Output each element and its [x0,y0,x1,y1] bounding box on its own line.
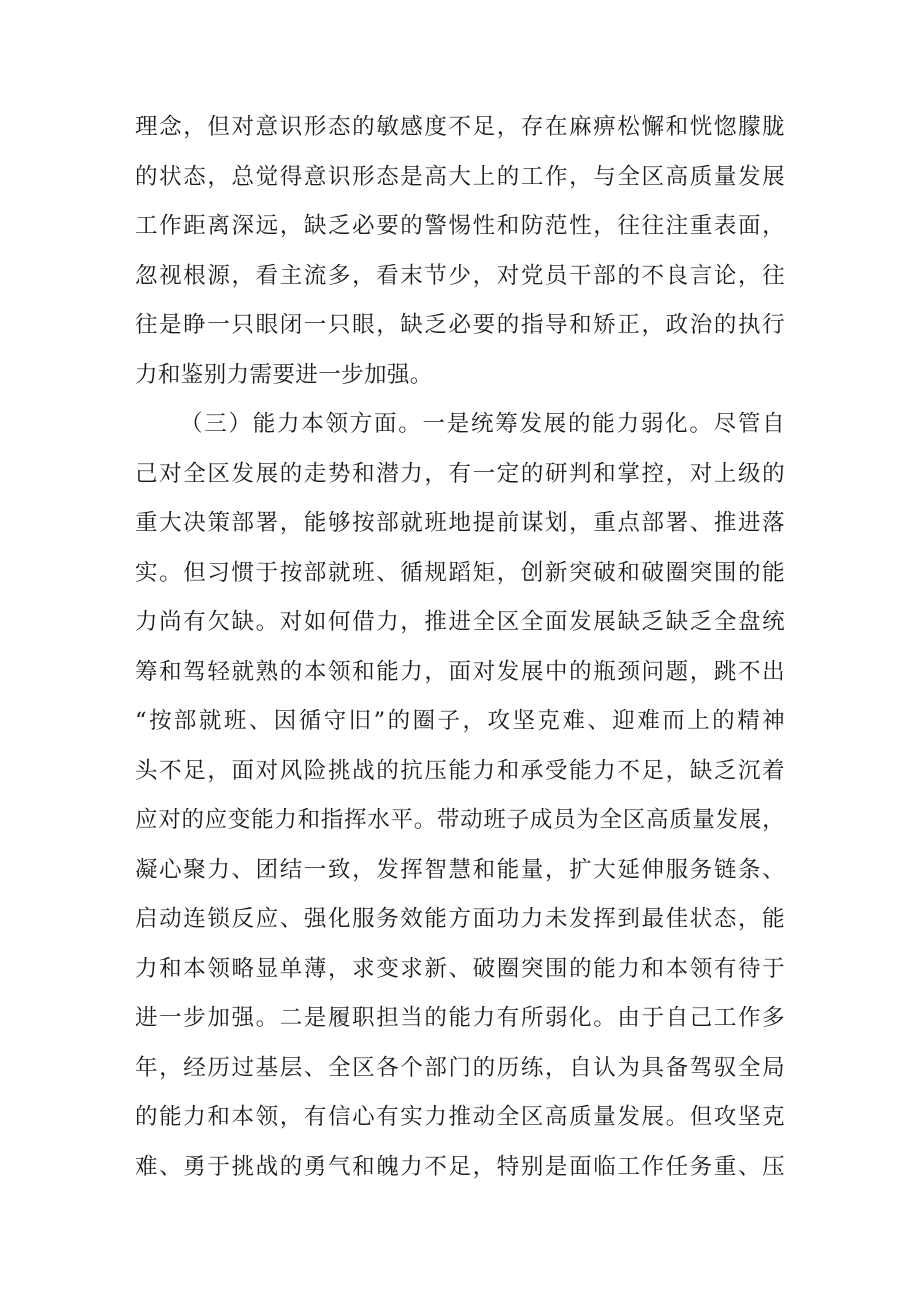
text-line: 重大决策部署，能够按部就班地提前谋划，重点部署、推进落 [135,510,785,536]
text-line: 的能力和本领，有信心有实力推动全区高质量发展。但攻坚克 [135,1104,785,1130]
text-line: 理念，但对意识形态的敏感度不足，存在麻痹松懈和恍惚朦胧 [135,114,785,140]
text-line: 启动连锁反应、强化服务效能方面功力未发挥到最佳状态，能 [135,906,785,932]
text-line: 应对的应变能力和指挥水平。带动班子成员为全区高质量发展， [135,807,785,833]
text-line: 忽视根源，看主流多，看末节少，对党员干部的不良言论，往 [135,262,785,289]
text-line: 己对全区发展的走势和潜力，有一定的研判和掌控，对上级的 [135,460,785,487]
text-line: 实。但习惯于按部就班、循规蹈矩，创新突破和破圈突围的能 [135,559,785,586]
text-line: 力和鉴别力需要进一步加强。 [135,361,433,388]
text-line: 往是睁一只眼闭一只眼，缺乏必要的指导和矫正，政治的执行 [135,312,785,338]
text-line: “按部就班、因循守旧”的圈子，攻坚克难、迎难而上的精神 [135,708,785,734]
text-line: 年，经历过基层、全区各个部门的历练，自认为具备驾驭全局 [135,1054,785,1081]
text-line: 头不足，面对风险挑战的抗压能力和承受能力不足，缺乏沉着 [135,757,785,784]
text-line: 凝心聚力、团结一致，发挥智慧和能量，扩大延伸服务链条、 [135,856,785,883]
text-line: 力和本领略显单薄，求变求新、破圈突围的能力和本领有待于 [135,955,785,982]
body-text [135,103,785,1192]
text-line: 的状态，总觉得意识形态是高大上的工作，与全区高质量发展 [135,163,785,190]
text-line: 筹和驾轻就熟的本领和能力，面对发展中的瓶颈问题，跳不出 [135,658,785,685]
text-line: 力尚有欠缺。对如何借力，推进全区全面发展缺乏缺乏全盘统 [135,609,785,635]
text-line: 难、勇于挑战的勇气和魄力不足，特别是面临工作任务重、压 [135,1153,785,1180]
text-line: 工作距离深远，缺乏必要的警惕性和防范性，往往注重表面， [135,213,785,239]
section-heading-line: （三）能力本领方面。一是统筹发展的能力弱化。尽管自 [180,411,785,437]
text-line: 进一步加强。二是履职担当的能力有所弱化。由于自己工作多 [135,1005,785,1031]
